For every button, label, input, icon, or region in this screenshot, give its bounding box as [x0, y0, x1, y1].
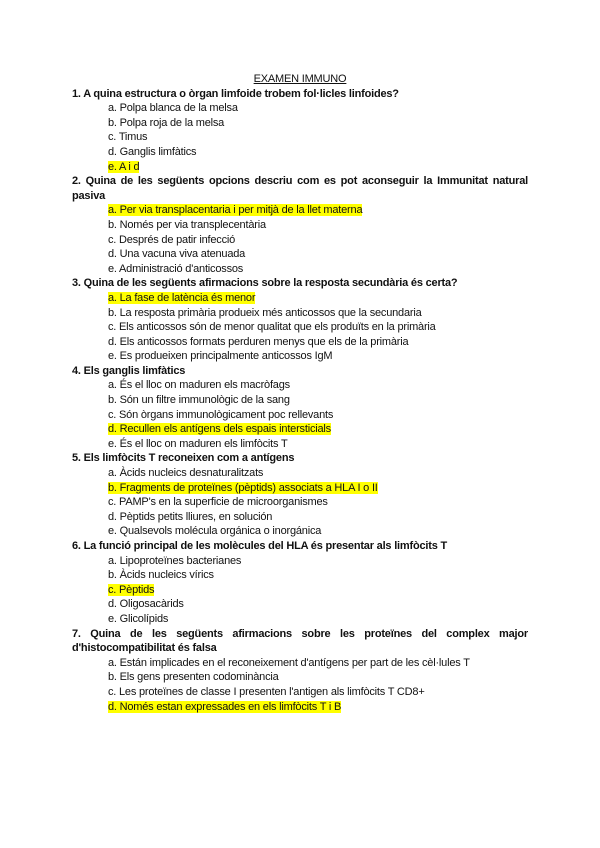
- option-text: d. Oligosacàrids: [108, 598, 184, 611]
- option-text: e. Qualsevols molécula orgánica o inorgánica: [108, 525, 322, 538]
- answer-option-highlighted: [72, 203, 528, 218]
- option-text: a. Están implicades en el reconeixement d'antígens per part de les cèl·lules T: [108, 656, 470, 669]
- option-text: b. Són un filtre immunològic de la sang: [108, 394, 290, 407]
- question-5: [72, 451, 528, 539]
- answer-option-highlighted: [72, 160, 528, 175]
- option-text: e. És el lloc on maduren els limfòcits T: [108, 437, 288, 450]
- option-text: d. Els anticossos formats perduren menys que els de la primària: [108, 335, 409, 348]
- answer-option: [72, 437, 528, 452]
- answer-option: [72, 408, 528, 423]
- option-text: e. Es produeixen principalmente anticossos IgM: [108, 350, 333, 363]
- answer-option-highlighted: [72, 583, 528, 598]
- option-text: b. Només per via transplecentària: [108, 218, 266, 231]
- option-text: b. Els gens presenten codominància: [108, 671, 279, 684]
- answer-option: [72, 218, 528, 233]
- answer-option-highlighted: [72, 422, 528, 437]
- answer-option: [72, 568, 528, 583]
- question-text: 5. Els limfòcits T reconeixen com a antígens: [72, 452, 295, 465]
- option-text: d. Pèptids petits lliures, en solución: [108, 510, 273, 523]
- answer-option: [72, 656, 528, 671]
- answer-option-highlighted: [72, 700, 528, 715]
- question-text: 4. Els ganglis limfàtics: [72, 364, 186, 377]
- option-text: d. Ganglis limfàtics: [108, 145, 197, 158]
- answer-option: [72, 320, 528, 335]
- answer-option: [72, 335, 528, 350]
- option-text: a. Àcids nucleics desnaturalitzats: [108, 467, 264, 480]
- option-text: c. Després de patir infecció: [108, 233, 236, 246]
- option-text: d. Només estan expressades en els limfòcits T i B: [108, 700, 342, 713]
- answer-option: [72, 597, 528, 612]
- question-list: [72, 87, 528, 715]
- option-text: c. Les proteïnes de classe I presenten l'antigen als limfòcits T CD8+: [108, 685, 425, 698]
- answer-option: [72, 378, 528, 393]
- option-text: a. És el lloc on maduren els macròfags: [108, 379, 290, 392]
- answer-option: [72, 130, 528, 145]
- answer-option: [72, 670, 528, 685]
- answer-option: [72, 554, 528, 569]
- answer-option-highlighted: [72, 291, 528, 306]
- option-text: c. Pèptids: [108, 583, 155, 596]
- option-text: e. Administració d'anticossos: [108, 262, 244, 275]
- answer-option: [72, 510, 528, 525]
- option-text: c. PAMP's en la superficie de microorganismes: [108, 496, 328, 509]
- option-text: c. Són òrgans immunològicament poc rellevants: [108, 408, 334, 421]
- option-text: c. Timus: [108, 131, 148, 144]
- exam-document: [72, 72, 528, 714]
- answer-option: [72, 349, 528, 364]
- answer-option: [72, 101, 528, 116]
- option-text: b. Àcids nucleics vírics: [108, 569, 214, 582]
- option-text: d. Una vacuna viva atenuada: [108, 248, 246, 261]
- question-1: [72, 87, 528, 175]
- question-6: [72, 539, 528, 627]
- answer-option-highlighted: [72, 481, 528, 496]
- option-text: b. La resposta primària produeix més anticossos que la secundaria: [108, 306, 422, 319]
- question-7: [72, 627, 528, 715]
- option-text: a. Lipoproteïnes bacterianes: [108, 554, 242, 567]
- question-text: 3. Quina de les següents afirmacions sobre la resposta secundària és certa?: [72, 277, 458, 290]
- option-text: e. A i d: [108, 160, 140, 173]
- option-text: a. La fase de latència és menor: [108, 291, 256, 304]
- answer-option: [72, 524, 528, 539]
- question-text: 1. A quina estructura o òrgan limfoide trobem fol·licles linfoides?: [72, 87, 399, 100]
- answer-option: [72, 495, 528, 510]
- question-3: [72, 276, 528, 364]
- answer-option: [72, 685, 528, 700]
- question-text: 2. Quina de les següents opcions descriu com es pot aconseguir la Immunitat natural pasiva: [72, 175, 528, 202]
- option-text: b. Polpa roja de la melsa: [108, 116, 225, 129]
- answer-option: [72, 247, 528, 262]
- answer-option: [72, 262, 528, 277]
- answer-option: [72, 233, 528, 248]
- answer-option: [72, 306, 528, 321]
- answer-option: [72, 145, 528, 160]
- document-title: EXAMEN IMMUNO: [253, 73, 347, 85]
- question-text: 6. La funció principal de les molècules del HLA és presentar als limfòcits T: [72, 540, 448, 552]
- option-text: a. Polpa blanca de la melsa: [108, 102, 238, 115]
- answer-option: [72, 393, 528, 408]
- option-text: c. Els anticossos són de menor qualitat que els produïts en la primària: [108, 321, 436, 334]
- option-text: e. Glicolípids: [108, 612, 169, 625]
- question-text: 7. Quina de les següents afirmacions sobre les proteïnes del complex major d'histocompatibilitat és falsa: [72, 627, 528, 655]
- answer-option: [72, 466, 528, 481]
- option-text: a. Per via transplacentaria i per mitjà de la llet materna: [108, 204, 363, 217]
- question-4: [72, 364, 528, 452]
- question-2: [72, 174, 528, 276]
- answer-option: [72, 612, 528, 627]
- option-text: b. Fragments de proteïnes (pèptids) associats a HLA I o II: [108, 481, 378, 494]
- answer-option: [72, 116, 528, 131]
- option-text: d. Recullen els antígens dels espais intersticials: [108, 423, 331, 436]
